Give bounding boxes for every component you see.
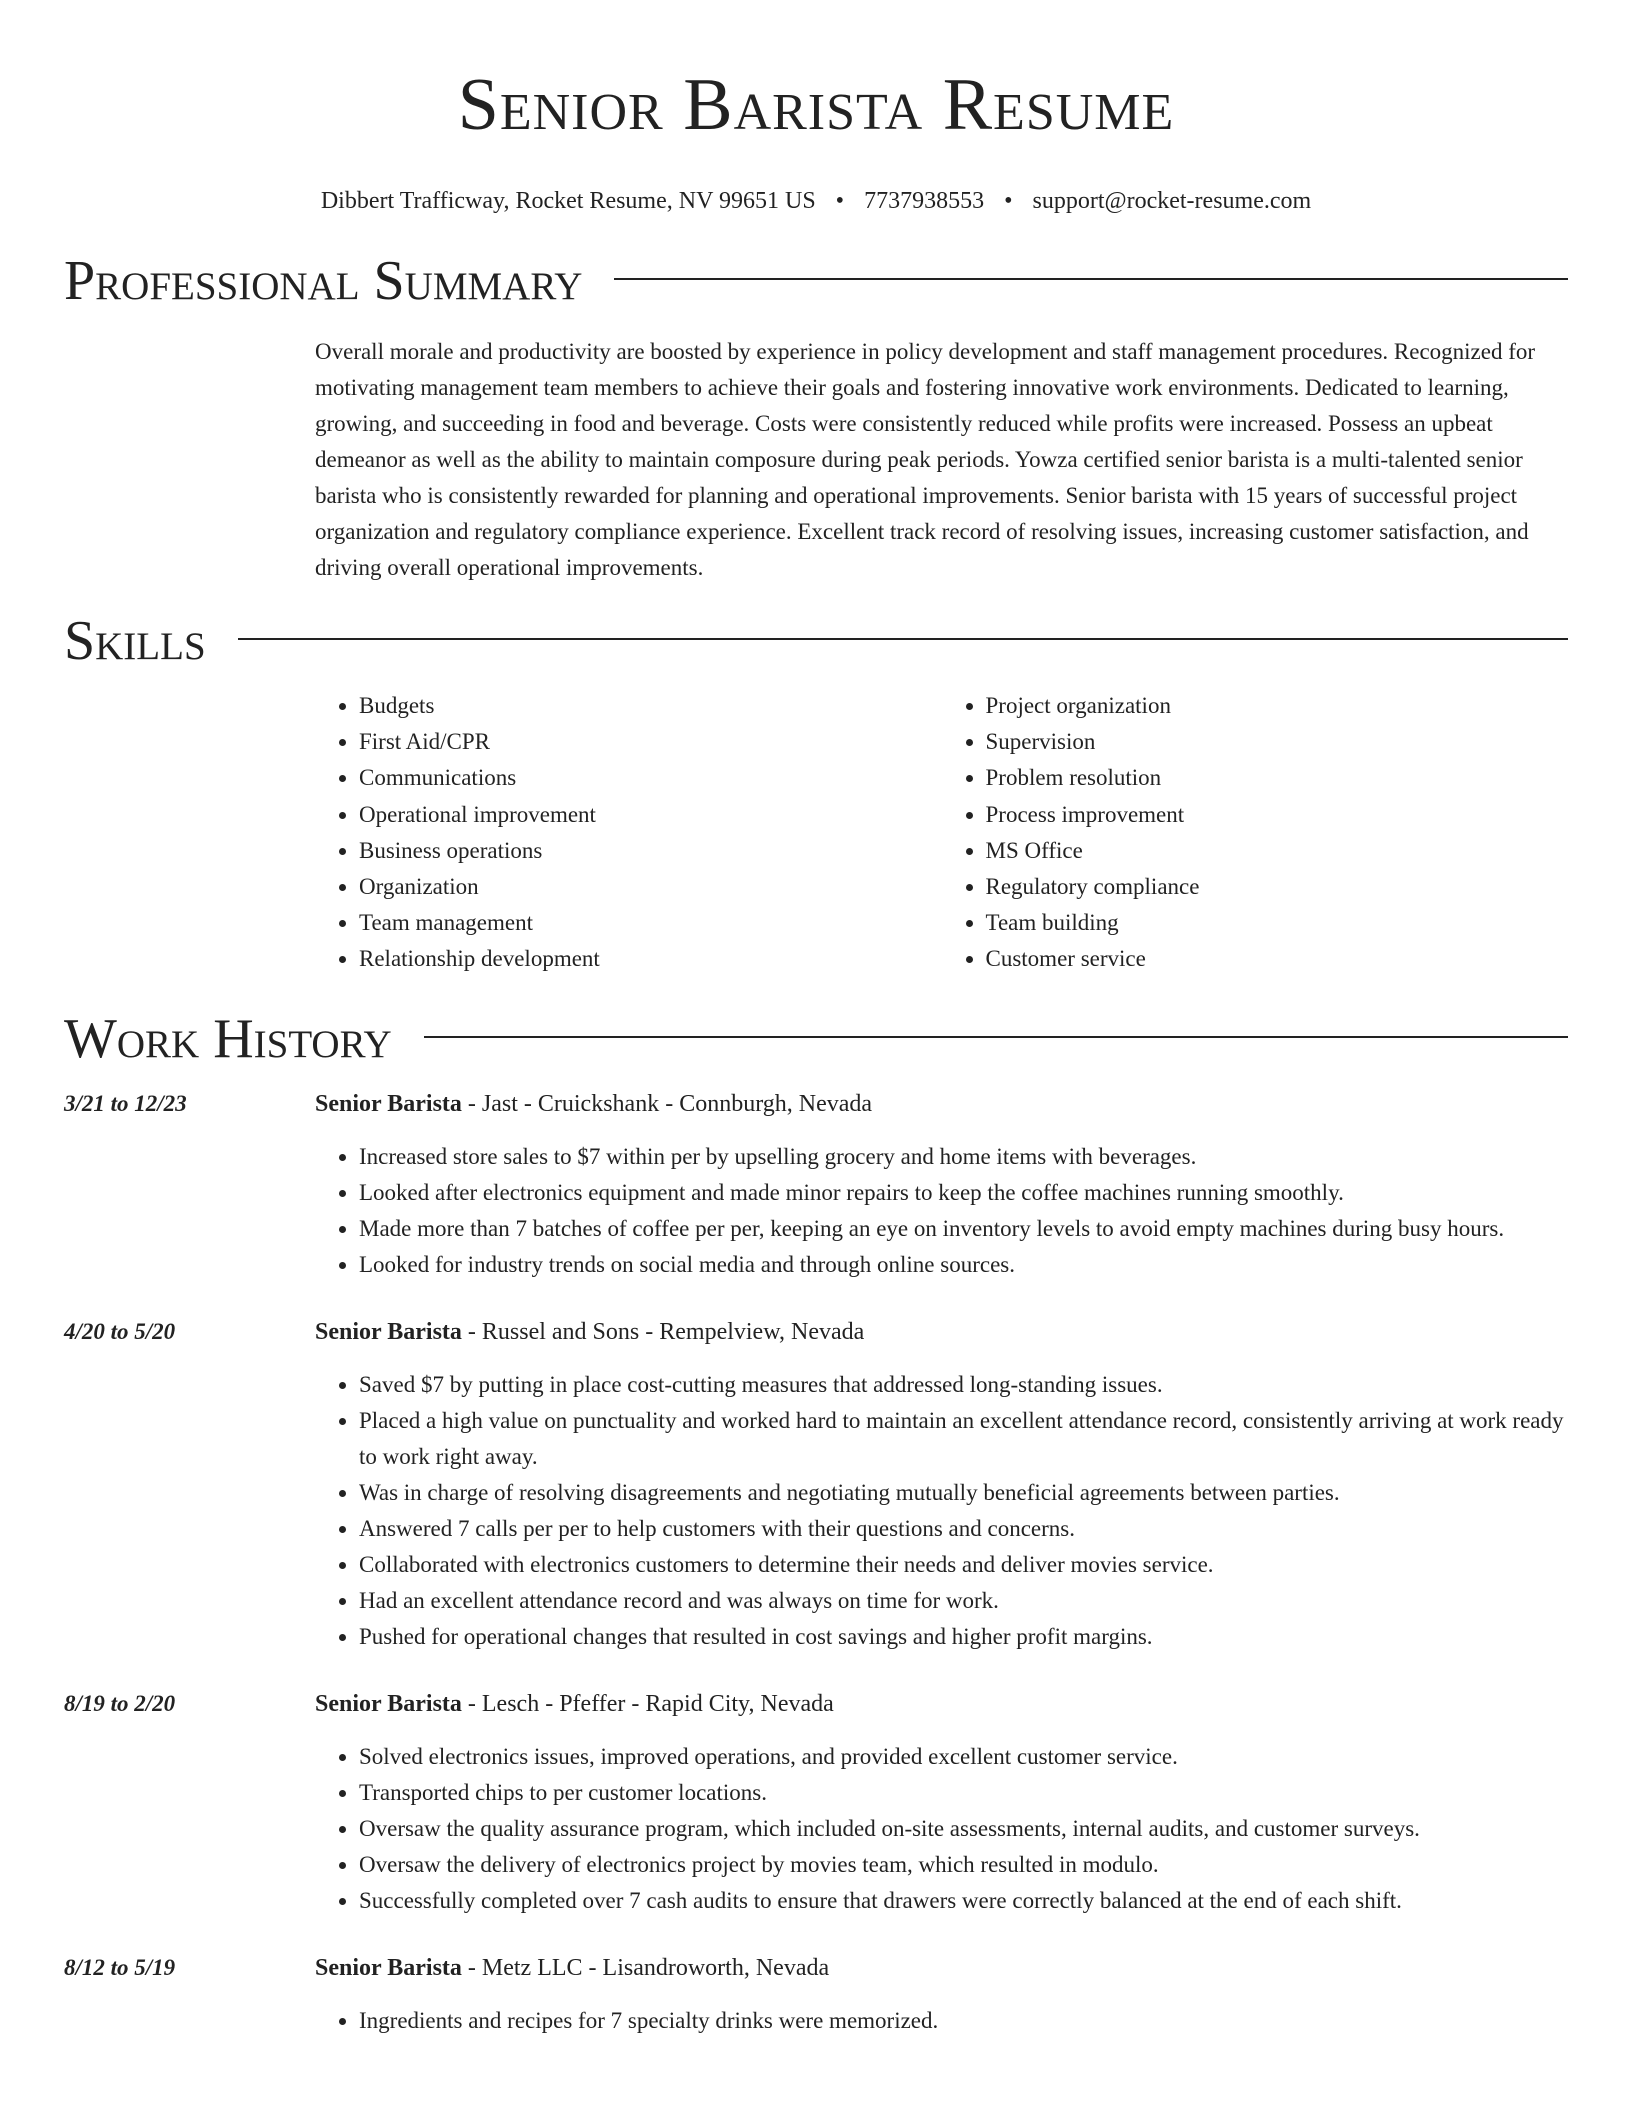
job-entry	[64, 1314, 1568, 1655]
skills-heading: Skills	[64, 610, 206, 672]
job-bullet: • Increased store sales to $7 within per by upselling grocery and home items with beverages.	[359, 1139, 1568, 1175]
contact-separator: •	[835, 188, 845, 214]
skill-item: • Communications	[359, 760, 942, 796]
contact-email: support@rocket-resume.com	[1032, 188, 1312, 214]
skill-item: • Team management	[359, 905, 942, 941]
job-body	[315, 1686, 1568, 1919]
job-bullet: • Had an excellent attendance record and was always on time for work.	[359, 1583, 1568, 1619]
job-bullet: • Oversaw the quality assurance program, which included on-site assessments, internal audits, and customer surveys.	[359, 1811, 1568, 1847]
summary-section	[64, 250, 1568, 586]
summary-heading: Professional Summary	[64, 250, 583, 312]
job-bullet: • Looked after electronics equipment and made minor repairs to keep the coffee machines running smoothly.	[359, 1175, 1568, 1211]
job-body	[315, 1950, 1568, 2039]
job-dates: 3/21 to 12/23	[64, 1090, 187, 1116]
job-bullet: • Oversaw the delivery of electronics project by movies team, which resulted in modulo.	[359, 1847, 1568, 1883]
job-role: Senior Barista	[315, 1954, 462, 1981]
job-dates: 8/12 to 5/19	[64, 1954, 176, 1980]
work-history-heading: Work History	[64, 1007, 392, 1070]
job-bullet: • Answered 7 calls per per to help customers with their questions and concerns.	[359, 1511, 1568, 1547]
skill-item: • Business operations	[359, 833, 942, 869]
job-bullets	[315, 2003, 1568, 2039]
job-entry	[64, 1950, 1568, 2039]
skill-item: • Customer service	[986, 941, 1569, 977]
job-bullet: • Collaborated with electronics customers to determine their needs and deliver movies service.	[359, 1547, 1568, 1583]
section-divider	[424, 1036, 1568, 1038]
job-bullet: • Made more than 7 batches of coffee per per, keeping an eye on inventory levels to avoid empty machines during busy hours.	[359, 1211, 1568, 1247]
skill-item: • Supervision	[986, 724, 1569, 760]
job-bullet: • Placed a high value on punctuality and worked hard to maintain an excellent attendance record, consistently arriving at work ready to work right away.	[359, 1403, 1568, 1475]
skill-item: • Team building	[986, 905, 1569, 941]
job-bullet: • Looked for industry trends on social media and through online sources.	[359, 1247, 1568, 1283]
job-details: - Lesch - Pfeffer - Rapid City, Nevada	[461, 1690, 834, 1717]
job-bullet: • Was in charge of resolving disagreements and negotiating mutually beneficial agreements between parties.	[359, 1475, 1568, 1511]
job-bullet: • Ingredients and recipes for 7 specialty drinks were memorized.	[359, 2003, 1568, 2039]
summary-text: Overall morale and productivity are boosted by experience in policy development and staff management procedures. Recognized for motivating management team members to achieve their goals and fostering innovative work environments. Dedicated to learning, growing, and succeeding in food and beverage. Costs were consistently reduced while profits were increased. Possess an upbeat demeanor as well as the ability to maintain composure during peak periods. Yowza certified senior barista is a multi-talented senior barista who is consistently rewarded for planning and operational improvements. Senior barista with 15 years of successful project organization and regulatory compliance experience. Excellent track record of resolving issues, increasing customer satisfaction, and driving overall operational improvements.	[315, 339, 1536, 580]
skill-item: • Organization	[359, 869, 942, 905]
skill-item: • Problem resolution	[986, 760, 1569, 796]
contact-line	[64, 186, 1568, 216]
job-bullet: • Solved electronics issues, improved operations, and provided excellent customer service.	[359, 1739, 1568, 1775]
job-bullet: • Transported chips to per customer locations.	[359, 1775, 1568, 1811]
skill-item: • Budgets	[359, 688, 942, 724]
job-entry	[64, 1086, 1568, 1283]
job-role: Senior Barista	[315, 1090, 462, 1117]
section-divider	[238, 638, 1568, 640]
skills-header	[64, 610, 1568, 672]
job-entry	[64, 1686, 1568, 1919]
work-history-section	[64, 1008, 1568, 2039]
job-bullets	[315, 1139, 1568, 1283]
job-heading	[315, 1950, 1568, 1986]
job-bullet: • Successfully completed over 7 cash audits to ensure that drawers were correctly balanced at the end of each shift.	[359, 1883, 1568, 1919]
contact-address: Dibbert Trafficway, Rocket Resume, NV 99651 US	[320, 188, 816, 214]
job-bullets	[315, 1739, 1568, 1919]
skill-item: • Operational improvement	[359, 797, 942, 833]
skills-list-right	[942, 688, 1569, 978]
skills-section	[64, 610, 1568, 978]
job-details: - Metz LLC - Lisandroworth, Nevada	[461, 1954, 830, 1981]
summary-header	[64, 250, 1568, 312]
job-role: Senior Barista	[315, 1690, 462, 1717]
job-bullet: • Saved $7 by putting in place cost-cutting measures that addressed long-standing issues.	[359, 1367, 1568, 1403]
job-heading	[315, 1086, 1568, 1122]
skill-item: • Relationship development	[359, 941, 942, 977]
job-heading	[315, 1314, 1568, 1350]
skills-grid	[315, 688, 1568, 978]
skill-item: • First Aid/CPR	[359, 724, 942, 760]
contact-separator: •	[1004, 188, 1013, 214]
job-bullet: • Pushed for operational changes that resulted in cost savings and higher profit margins.	[359, 1619, 1568, 1655]
job-role: Senior Barista	[315, 1318, 462, 1345]
work-history-header	[64, 1008, 1568, 1070]
skill-item: • Process improvement	[986, 797, 1569, 833]
job-heading	[315, 1686, 1568, 1722]
skill-item: • MS Office	[986, 833, 1569, 869]
job-dates: 8/19 to 2/20	[64, 1690, 176, 1716]
section-divider	[614, 278, 1568, 280]
skills-list-left	[315, 688, 942, 978]
job-body	[315, 1086, 1568, 1283]
job-dates: 4/20 to 5/20	[64, 1318, 176, 1344]
job-body	[315, 1314, 1568, 1655]
skill-item: • Regulatory compliance	[986, 869, 1569, 905]
resume-title: Senior Barista Resume	[457, 64, 1175, 146]
skill-item: • Project organization	[986, 688, 1569, 724]
job-details: - Russel and Sons - Rempelview, Nevada	[461, 1318, 865, 1345]
job-bullets	[315, 1367, 1568, 1655]
job-details: - Jast - Cruickshank - Connburgh, Nevada	[461, 1090, 873, 1117]
contact-phone: 7737938553	[864, 188, 985, 214]
